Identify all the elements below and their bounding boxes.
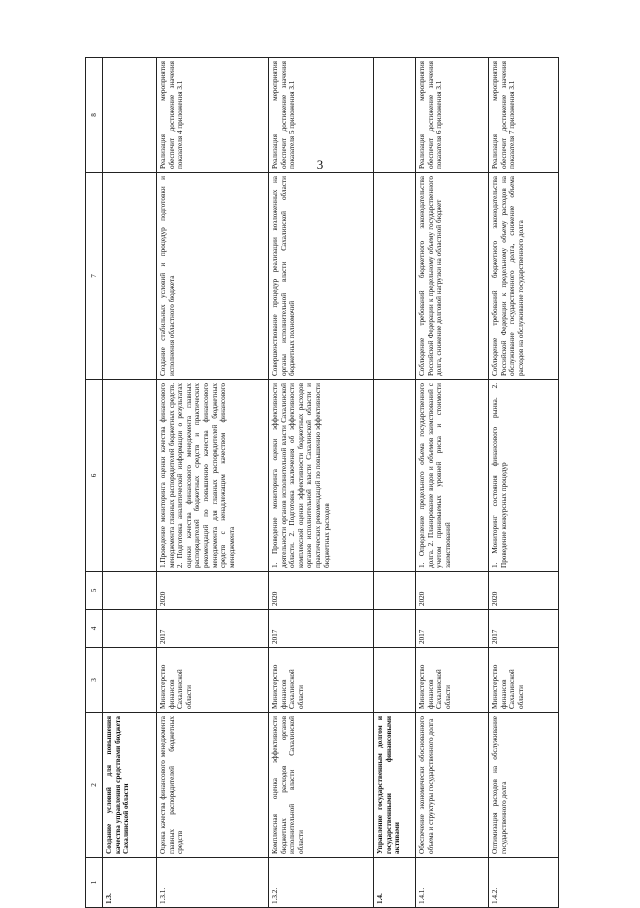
- activity-actions: [374, 380, 416, 572]
- end-year: 2020: [416, 572, 489, 610]
- activity-name: Создание условий для повышения качества управления средствами бюджета Сахалинской области: [103, 713, 157, 858]
- executor: Министерство финансов Сахалинской области: [416, 648, 489, 713]
- activity-name: Обеспечение экономически обоснованного объема и структуры государственного долга: [416, 713, 489, 858]
- page-number: 3: [316, 157, 324, 172]
- indicator-link: Реализация мероприятия обеспечит достижение значения показателя 6 приложения 3.1: [416, 58, 489, 173]
- table-row: [157, 58, 269, 908]
- indicator-link: Реализация мероприятия обеспечит достижение значения показателя 7 приложения 3.1: [489, 58, 559, 173]
- row-number: 1.3.: [103, 858, 157, 908]
- expected-result: Соблюдение требований бюджетного законодательства Российской Федерации к предельному объему расходов на обслуживание государственного долга, снижение объема расходов на обслуживание государственного долга: [489, 173, 559, 380]
- header-cell-1: 1: [86, 858, 103, 908]
- expected-result: [374, 173, 416, 380]
- row-number: 1.3.2.: [269, 858, 374, 908]
- header-cell-7: 7: [86, 173, 103, 380]
- end-year: 2020: [157, 572, 269, 610]
- activity-actions: 1. Проведение мониторинга оценки эффективности деятельности органов исполнительной власти Сахалинской области. 2. Подготовка заключения об эффективности комплексной оценки эффективности бюджетных расходов органов исполнительной власти Сахалинской области и практических рекомендаций по повышению эффективности бюджетных расходов: [269, 380, 374, 572]
- program-activities-table: [85, 57, 559, 908]
- expected-result: Соблюдение требований бюджетного законодательства Российской Федерации к предельному объему государственного долга, снижение долговой нагрузки на областной бюджет: [416, 173, 489, 380]
- activity-actions: 1.Проведение мониторинга оценки качества финансового менеджмента главных распорядителей бюджетных средств. 2. Подготовка аналитической информации о результатах оценки качества финансового менеджмента главных распорядителей бюджетных средств и практических рекомендаций по повышению качества финансового менеджмента для главных распорядителей бюджетных средств с ненадлежащим качеством финансового менеджмента: [157, 380, 269, 572]
- start-year: 2017: [489, 610, 559, 648]
- start-year: [103, 610, 157, 648]
- expected-result: [103, 173, 157, 380]
- header-cell-5: 5: [86, 572, 103, 610]
- expected-result: Совершенствование процедур реализации возложенных на органы исполнительной власти Сахалинской области бюджетных полномочий: [269, 173, 374, 380]
- table-row: [416, 58, 489, 908]
- executor: Министерство финансов Сахалинской области: [269, 648, 374, 713]
- activity-name: Оценка качества финансового менеджмента главных распорядителей бюджетных средств: [157, 713, 269, 858]
- header-row: [86, 58, 103, 908]
- row-number: 1.4.2.: [489, 858, 559, 908]
- executor: [374, 648, 416, 713]
- row-number: 1.4.: [374, 858, 416, 908]
- header-cell-2: 2: [86, 713, 103, 858]
- start-year: 2017: [269, 610, 374, 648]
- indicator-link: [374, 58, 416, 173]
- table-rotated-container: [85, 58, 555, 908]
- start-year: [374, 610, 416, 648]
- activity-actions: [103, 380, 157, 572]
- table-row: [374, 58, 416, 908]
- indicator-link: [103, 58, 157, 173]
- activity-name: Оптимизация расходов на обслуживание государственного долга: [489, 713, 559, 858]
- header-cell-8: 8: [86, 58, 103, 173]
- end-year: [374, 572, 416, 610]
- activity-name: Комплексная оценка эффективности бюджетных расходов органов исполнительной власти Сахалинской области: [269, 713, 374, 858]
- header-cell-4: 4: [86, 610, 103, 648]
- table-landscape: [85, 58, 555, 908]
- expected-result: Создание стабильных условий и процедур подготовки и исполнения областного бюджета: [157, 173, 269, 380]
- table-row: [269, 58, 374, 908]
- indicator-link: Реализация мероприятия обеспечит достижение значения показателя 4 приложения 3.1: [157, 58, 269, 173]
- end-year: 2020: [489, 572, 559, 610]
- start-year: 2017: [157, 610, 269, 648]
- header-cell-6: 6: [86, 380, 103, 572]
- executor: [103, 648, 157, 713]
- executor: Министерство финансов Сахалинской области: [489, 648, 559, 713]
- activity-name: Управление государственным долгом и государственными финансовыми активами: [374, 713, 416, 858]
- executor: Министерство финансов Сахалинской области: [157, 648, 269, 713]
- activity-actions: 1. Определение предельного объема государственного долга. 2. Планирование видов и объемов заимствований с учетом принимаемых уровней риска и стоимости заимствований: [416, 380, 489, 572]
- end-year: [103, 572, 157, 610]
- indicator-link: Реализация мероприятия обеспечит достижение значения показателя 5 приложения 3.1: [269, 58, 374, 173]
- row-number: 1.4.1.: [416, 858, 489, 908]
- activity-actions: 1. Мониторинг состояния финансового рынка. 2. Проведение конкурсных процедур: [489, 380, 559, 572]
- start-year: 2017: [416, 610, 489, 648]
- table-row: [489, 58, 559, 908]
- header-cell-3: 3: [86, 648, 103, 713]
- end-year: 2020: [269, 572, 374, 610]
- table-row: [103, 58, 157, 908]
- row-number: 1.3.1.: [157, 858, 269, 908]
